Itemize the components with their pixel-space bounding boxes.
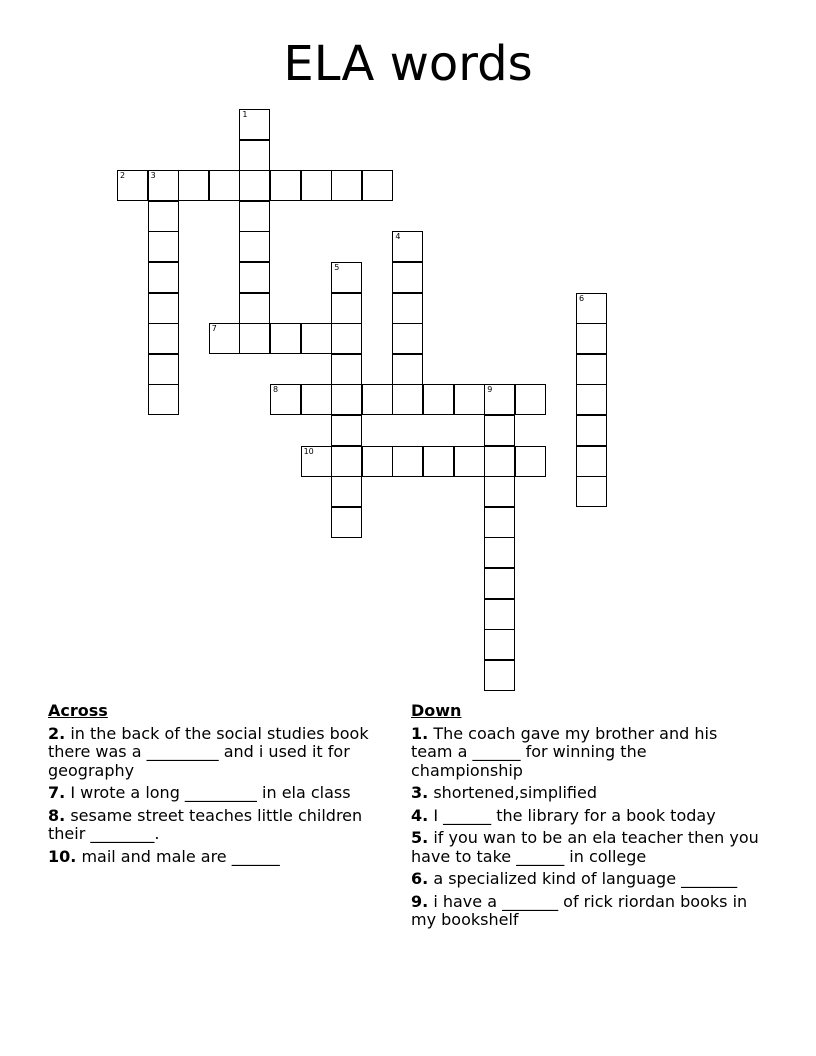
grid-cell[interactable] — [331, 415, 362, 446]
grid-cell[interactable] — [148, 384, 179, 415]
grid-cell[interactable] — [392, 384, 423, 415]
grid-cell[interactable] — [362, 170, 393, 201]
grid-cell[interactable] — [117, 170, 148, 201]
grid-cell[interactable] — [331, 262, 362, 293]
grid-cell[interactable] — [576, 415, 607, 446]
grid-cell[interactable] — [392, 262, 423, 293]
grid-cell[interactable] — [239, 262, 270, 293]
grid-cell[interactable] — [239, 201, 270, 232]
cell-number: 3 — [150, 171, 156, 181]
grid-cell[interactable] — [454, 446, 485, 477]
grid-cell[interactable] — [239, 140, 270, 171]
grid-cell[interactable] — [484, 599, 515, 630]
clue-text: sesame street teaches little children their ________. — [48, 805, 363, 843]
grid-cell[interactable] — [484, 446, 515, 477]
clue-text: shortened,simplified — [433, 783, 597, 802]
grid-cell[interactable] — [576, 354, 607, 385]
cell-number: 1 — [242, 110, 248, 119]
clue-text: i have a _______ of rick riordan books in my bookshelf — [411, 891, 748, 929]
page-title: ELA words — [283, 36, 533, 92]
grid-cell[interactable] — [362, 384, 393, 415]
grid-cell[interactable] — [301, 323, 332, 354]
grid-cell[interactable] — [331, 476, 362, 507]
grid-cell[interactable] — [576, 293, 607, 324]
grid-cell[interactable] — [331, 354, 362, 385]
grid-cell[interactable] — [392, 323, 423, 354]
cell-number: 5 — [334, 263, 340, 272]
grid-cell[interactable] — [148, 293, 179, 324]
grid-cell[interactable] — [301, 170, 332, 201]
grid-cell[interactable] — [515, 384, 546, 415]
clue-number: 6. — [411, 869, 429, 888]
grid-cell[interactable] — [301, 384, 332, 415]
grid-cell[interactable] — [484, 568, 515, 599]
clue-number: 1. — [411, 723, 429, 743]
clue-text: a specialized kind of language _______ — [433, 869, 738, 888]
down-clue-1 — [411, 725, 761, 781]
cell-number: 7 — [211, 324, 217, 334]
grid-cell[interactable] — [331, 384, 362, 415]
down-clue-3 — [411, 784, 761, 803]
clue-text: I ______ the library for a book today — [433, 805, 716, 825]
grid-cell[interactable] — [239, 323, 270, 354]
grid-cell[interactable] — [178, 170, 209, 201]
grid-cell[interactable] — [484, 415, 515, 446]
clue-number: 5. — [411, 828, 429, 847]
grid-cell[interactable] — [239, 231, 270, 262]
down-heading: Down — [411, 701, 462, 720]
grid-cell[interactable] — [148, 323, 179, 354]
grid-cell[interactable] — [270, 170, 301, 201]
across-clue-10 — [48, 848, 396, 867]
grid-cell[interactable] — [576, 323, 607, 354]
clue-text: mail and male are ______ — [81, 846, 280, 866]
grid-cell[interactable] — [239, 293, 270, 324]
clue-number: 9. — [411, 891, 429, 911]
across-heading: Across — [48, 701, 108, 720]
grid-cell[interactable] — [576, 384, 607, 415]
grid-cell[interactable] — [239, 170, 270, 201]
cell-number: 9 — [487, 385, 493, 395]
grid-cell[interactable] — [148, 354, 179, 385]
grid-cell[interactable] — [484, 537, 515, 568]
cell-number: 8 — [273, 385, 279, 395]
grid-cell[interactable] — [423, 384, 454, 415]
grid-cell[interactable] — [484, 476, 515, 507]
grid-cell[interactable] — [209, 170, 240, 201]
grid-cell[interactable] — [392, 231, 423, 262]
grid-cell[interactable] — [148, 262, 179, 293]
grid-cell[interactable] — [576, 476, 607, 507]
grid-cell[interactable] — [148, 170, 179, 201]
grid-cell[interactable] — [331, 507, 362, 538]
clue-number: 10. — [48, 846, 77, 866]
clue-number: 7. — [48, 783, 66, 802]
grid-cell[interactable] — [209, 323, 240, 354]
clue-text: The coach gave my brother and his team a ______ for winning the championship — [411, 723, 718, 780]
down-clue-9 — [411, 893, 761, 930]
grid-cell[interactable] — [392, 293, 423, 324]
down-clue-6 — [411, 870, 761, 889]
grid-cell[interactable] — [484, 629, 515, 660]
across-clue-8 — [48, 807, 396, 844]
clue-number: 4. — [411, 805, 429, 825]
grid-cell[interactable] — [148, 231, 179, 262]
cell-number: 6 — [579, 293, 585, 303]
grid-cell[interactable] — [331, 323, 362, 354]
clue-text: I wrote a long _________ in ela class — [70, 783, 351, 802]
clue-number: 8. — [48, 805, 66, 825]
grid-cell[interactable] — [301, 446, 332, 477]
grid-cell[interactable] — [484, 660, 515, 691]
clue-text: in the back of the social studies book there was a _________ and i used it for geography — [48, 723, 369, 780]
grid-cell[interactable] — [362, 446, 393, 477]
down-clue-4 — [411, 807, 761, 826]
down-clues — [411, 702, 761, 934]
down-clue-5 — [411, 829, 761, 866]
grid-cell[interactable] — [484, 507, 515, 538]
clue-number: 3. — [411, 783, 429, 802]
across-clues — [48, 702, 396, 870]
grid-cell[interactable] — [576, 446, 607, 477]
cell-number: 4 — [395, 232, 401, 242]
grid-cell[interactable] — [148, 201, 179, 232]
grid-cell[interactable] — [331, 293, 362, 324]
grid-cell[interactable] — [392, 446, 423, 477]
cell-number: 2 — [120, 171, 126, 181]
cell-number: 10 — [303, 446, 314, 456]
grid-cell[interactable] — [454, 384, 485, 415]
across-clue-2 — [48, 725, 396, 781]
grid-cell[interactable] — [423, 446, 454, 477]
across-clue-7 — [48, 784, 396, 803]
clue-number: 2. — [48, 723, 66, 743]
grid-cell[interactable] — [515, 446, 546, 477]
grid-cell[interactable] — [331, 446, 362, 477]
grid-cell[interactable] — [392, 354, 423, 385]
grid-cell[interactable] — [239, 109, 270, 140]
clue-text: if you wan to be an ela teacher then you have to take ______ in college — [411, 828, 759, 866]
grid-cell[interactable] — [331, 170, 362, 201]
grid-cell[interactable] — [270, 323, 301, 354]
grid-cell[interactable] — [484, 384, 515, 415]
grid-cell[interactable] — [270, 384, 301, 415]
